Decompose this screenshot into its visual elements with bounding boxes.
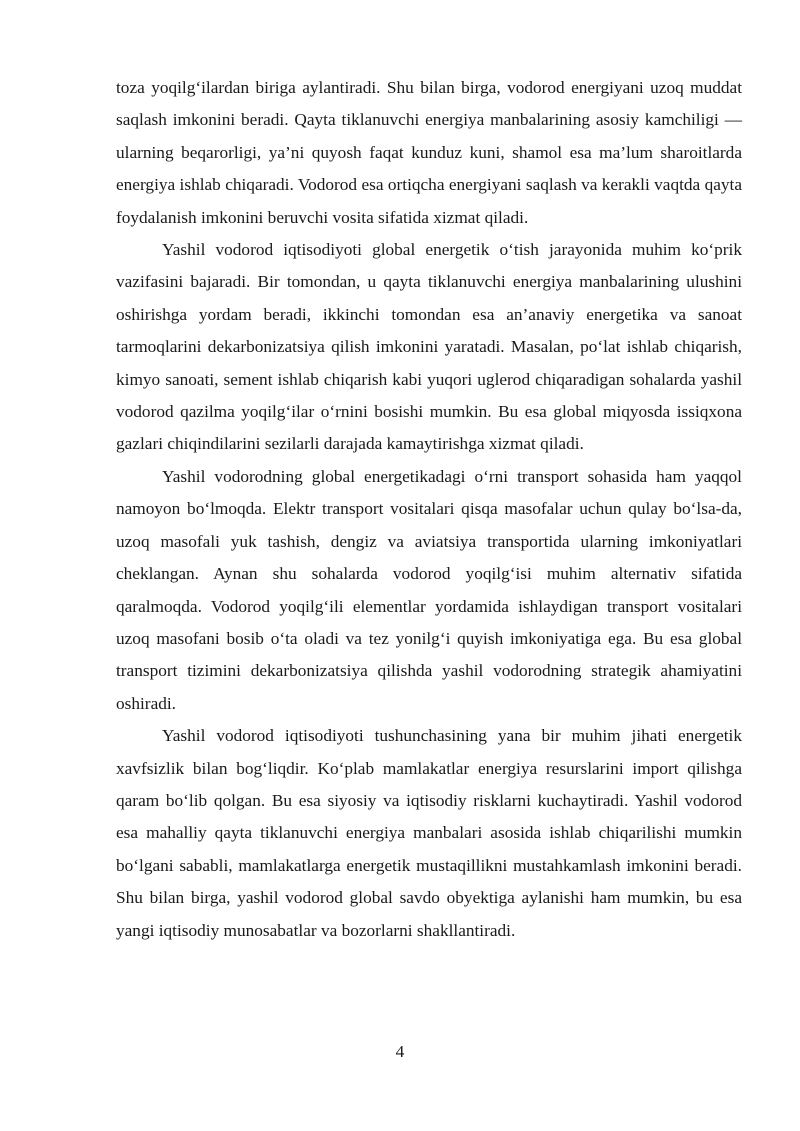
paragraph-4: Yashil vodorod iqtisodiyoti tushunchasining yana bir muhim jihati energetik xavfsizlik bilan bog‘liqdir. Ko‘plab mamlakatlar energiya resurslarini import qilishga qaram bo‘lib qolgan. Bu esa siyosiy va iqtisodiy risklarni kuchaytiradi. Yashil vodorod esa mahalliy qayta tiklanuvchi energiya manbalari asosida ishlab chiqarilishi mumkin bo‘lgani sababli, mamlakatlarga energetik mustaqillikni mustahkamlash imkonini beradi. Shu bilan birga, yashil vodorod global savdo obyektiga aylanishi ham mumkin, bu esa yangi iqtisodiy munosabatlar va bozorlarni shakllantiradi. [116, 726, 742, 940]
paragraph-2: Yashil vodorod iqtisodiyoti global energetik o‘tish jarayonida muhim ko‘prik vazifasini bajaradi. Bir tomondan, u qayta tiklanuvchi energiya manbalarining ulushini oshirishga yordam beradi, ikkinchi tomondan esa an’anaviy energetika va sanoat tarmoqlarini dekarbonizatsiya qilish imkonini yaratadi. Masalan, po‘lat ishlab chiqarish, kimyo sanoati, sement ishlab chiqarish kabi yuqori uglerod chiqaradigan sohalarda yashil vodorod qazilma yoqilg‘ilar o‘rnini bosishi mumkin. Bu esa global miqyosda issiqxona gazlari chiqindilarini sezilarli darajada kamaytirishga xizmat qiladi. [116, 240, 742, 454]
paragraph-3: Yashil vodorodning global energetikadagi o‘rni transport sohasida ham yaqqol namoyon bo‘lmoqda. Elektr transport vositalari qisqa masofalar uchun qulay bo‘lsa-da, uzoq masofali yuk tashish, dengiz va aviatsiya transportida ularning imkoniyatlari cheklangan. Aynan shu sohalarda vodorod yoqilg‘isi muhim alternativ sifatida qaralmoqda. Vodorod yoqilg‘ili elementlar yordamida ishlaydigan transport vositalari uzoq masofani bosib o‘ta oladi va tez yonilg‘i quyish imkoniyatiga ega. Bu esa global transport tizimini dekarbonizatsiya qilishda yashil vodorodning strategik ahamiyatini oshiradi. [116, 466, 742, 713]
page-number: 4 [395, 1042, 405, 1061]
paragraph-1: toza yoqilg‘ilardan biriga aylantiradi. Shu bilan birga, vodorod energiyani uzoq muddat saqlash imkonini beradi. Qayta tiklanuvchi energiya manbalarining asosiy kamchiligi — ularning beqarorligi, ya’ni quyosh faqat kunduz kuni, shamol esa ma’lum sharoitlarda energiya ishlab chiqaradi. Vodorod esa ortiqcha energiyani saqlash va kerakli vaqtda qayta foydalanish imkonini beruvchi vosita sifatida xizmat qiladi. [116, 78, 742, 227]
body-text [116, 72, 742, 947]
